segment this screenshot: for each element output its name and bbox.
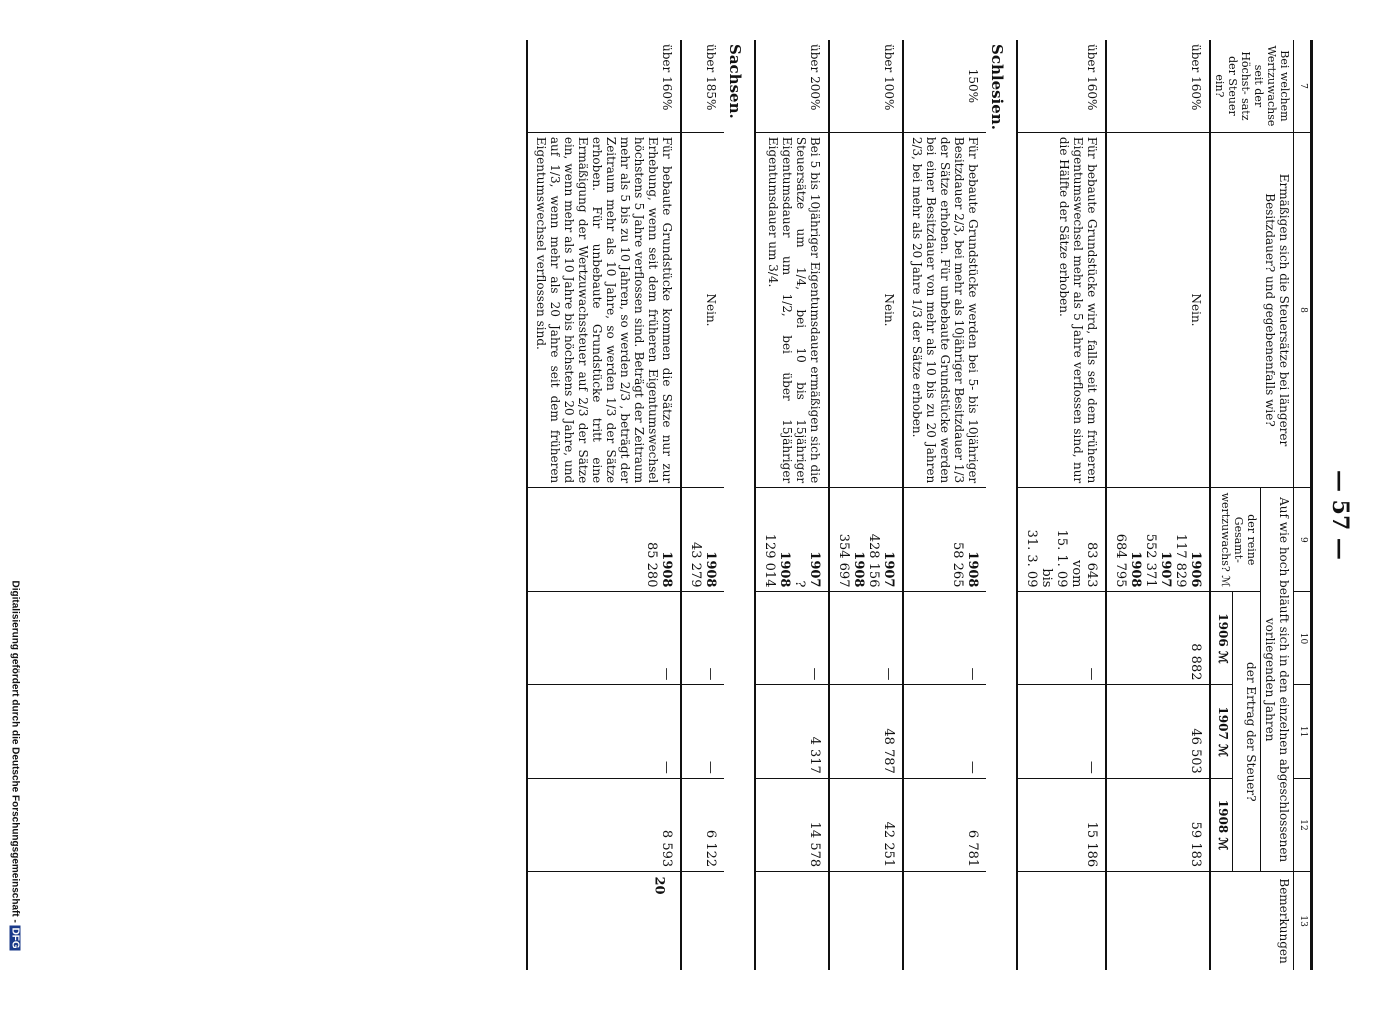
row-threshold: über 100% [829, 40, 903, 132]
colno-13: 13 [1294, 872, 1312, 970]
header-c9: der reine Gesamt- wertzuwachs? ℳ [1210, 488, 1261, 592]
row-gain: 1908 85 280 [527, 488, 681, 592]
section-schlesien: Schlesien. [988, 44, 1006, 130]
header-1908: 1908 ℳ [1210, 778, 1233, 871]
row-remarks [829, 872, 903, 970]
row-reduction: Nein. [1106, 132, 1210, 487]
row-1908: 14 578 [755, 778, 829, 871]
table-row [903, 40, 986, 970]
row-1906: — [527, 592, 681, 685]
row-gain: 83 643 vom 15. 1. 09 bis 31. 3. 09 [1017, 488, 1106, 592]
row-remarks [1106, 872, 1210, 970]
header-1906: 1906 ℳ [1210, 592, 1233, 685]
row-1907: — [1017, 685, 1106, 778]
row-1908: 6 781 [903, 778, 986, 871]
section-row [724, 40, 755, 970]
row-reduction: Für bebaute Grundstücke wird, falls seit dem früheren Eigentumswechsel mehr als 5 Jahre verflossen sind, nur die Hälfte der Sätze erhoben. [1017, 132, 1106, 487]
row-reduction: Bei 5 bis 10jähriger Eigentumsdauer ermäßigen sich die Steuersätze um 1/4, bei 10 bis 15jähriger Eigentumsdauer um 1/2, bei über 15jähriger Eigentumsdauer um 3/4. [755, 132, 829, 487]
table-row [1017, 40, 1106, 970]
colno-12: 12 [1294, 778, 1312, 871]
colno-7: 7 [1294, 40, 1312, 132]
row-1906: 8 882 [1106, 592, 1210, 685]
row-reduction: Für bebaute Grundstücke kommen die Sätze nur zur Erhebung, wenn seit dem früheren Eigentumswechsel höchstens 5 Jahre verflossen sind. Beträgt der Zeitraum mehr als 5 bis zu 10 Jahren, so werden 2/3 , beträgt der Zeitraum mehr als 10 Jahre, so werden 1/3 der Sätze erhoben. Für unbebaute Grundstücke tritt eine Ermäßigung der Wertzuwachssteuer auf 2/3 der Sätze ein, wenn mehr als 10 Jahre bis höchstens 20 Jahre, und auf 1/3, wenn mehr als 20 Jahre seit dem früheren Eigentumswechsel verflossen sind. [527, 132, 681, 487]
table-row [755, 40, 829, 970]
table-row [829, 40, 903, 970]
row-reduction: Für bebaute Grundstücke werden bei 5- bis 10jähriger Besitzdauer 2/3, bei mehr als 10jähriger Besitzdauer 1/3 der Sätze erhoben. Für unbebaute Grundstücke werden bei einer Besitzdauer von mehr als 10 bis zu 20 Jahren 2/3, bei mehr als 20 Jahre 1/3 der Sätze erhoben. [903, 132, 986, 487]
row-1906: — [829, 592, 903, 685]
header-c13: Bemerkungen [1210, 872, 1294, 970]
row-remarks [681, 872, 724, 970]
row-threshold: über 200% [755, 40, 829, 132]
tax-table [526, 40, 1313, 970]
row-gain: 1907 428 156 1908 354 697 [829, 488, 903, 592]
row-threshold: über 185% [681, 40, 724, 132]
colno-8: 8 [1294, 132, 1312, 487]
row-remarks [1017, 872, 1106, 970]
colno-9: 9 [1294, 488, 1312, 592]
row-gain: 1907 ? 1908 129 014 [755, 488, 829, 592]
header-c8: Ermäßigen sich die Steuersätze bei längerer Besitzdauer? und gegebenenfalls wie? [1210, 132, 1294, 487]
colno-10: 10 [1294, 592, 1312, 685]
table-row [681, 40, 724, 970]
row-1906: — [903, 592, 986, 685]
row-remarks [755, 872, 829, 970]
row-threshold: über 160% [1106, 40, 1210, 132]
header-group: Auf wie hoch beläuft sich in den einzelnen abgeschlossenen vorliegenden Jahren [1261, 488, 1294, 872]
row-1907: 4 317 [755, 685, 829, 778]
header-ertrag: der Ertrag der Steuer? [1233, 592, 1261, 872]
row-threshold: über 160% [1017, 40, 1106, 132]
row-threshold: über 160% [527, 40, 681, 132]
row-1906: — [1017, 592, 1106, 685]
row-gain: 1908 58 265 [903, 488, 986, 592]
row-1908: 6 122 [681, 778, 724, 871]
row-threshold: 150% [903, 40, 986, 132]
header-c7: Bei welchem Wertzuwachse seit der Höchst- satz der Steuer ein? [1210, 40, 1294, 132]
page-number: — 57 — [1327, 470, 1353, 560]
row-1907: — [903, 685, 986, 778]
dfg-sidebar [10, 581, 21, 1011]
header-1907: 1907 ℳ [1210, 685, 1233, 778]
dfg-logo: DFG [9, 927, 21, 949]
section-sachsen: Sachsen. [726, 44, 744, 119]
row-1908: 8 593 [527, 778, 681, 871]
row-gain: 1908 43 279 [681, 488, 724, 592]
footer-number: 20 [651, 876, 667, 895]
row-1906: — [755, 592, 829, 685]
row-1907: — [681, 685, 724, 778]
row-reduction: Nein. [681, 132, 724, 487]
row-reduction: Nein. [829, 132, 903, 487]
table-row [1106, 40, 1210, 970]
row-1908: 15 186 [1017, 778, 1106, 871]
row-1906: — [681, 592, 724, 685]
row-1908: 42 251 [829, 778, 903, 871]
row-1907: 48 787 [829, 685, 903, 778]
header-group-row [1261, 40, 1294, 970]
row-remarks [903, 872, 986, 970]
row-1907: 46 503 [1106, 685, 1210, 778]
sidebar-text: Digitalisierung gefördert durch die Deutsche Forschungsgemeinschaft - [9, 580, 21, 923]
section-row [986, 40, 1017, 970]
column-numbers [1294, 40, 1312, 970]
row-gain: 1906 117 829 1907 552 371 1908 684 795 [1106, 488, 1210, 592]
row-1907: — [527, 685, 681, 778]
colno-11: 11 [1294, 685, 1312, 778]
table-row [527, 40, 681, 970]
row-1908: 59 183 [1106, 778, 1210, 871]
